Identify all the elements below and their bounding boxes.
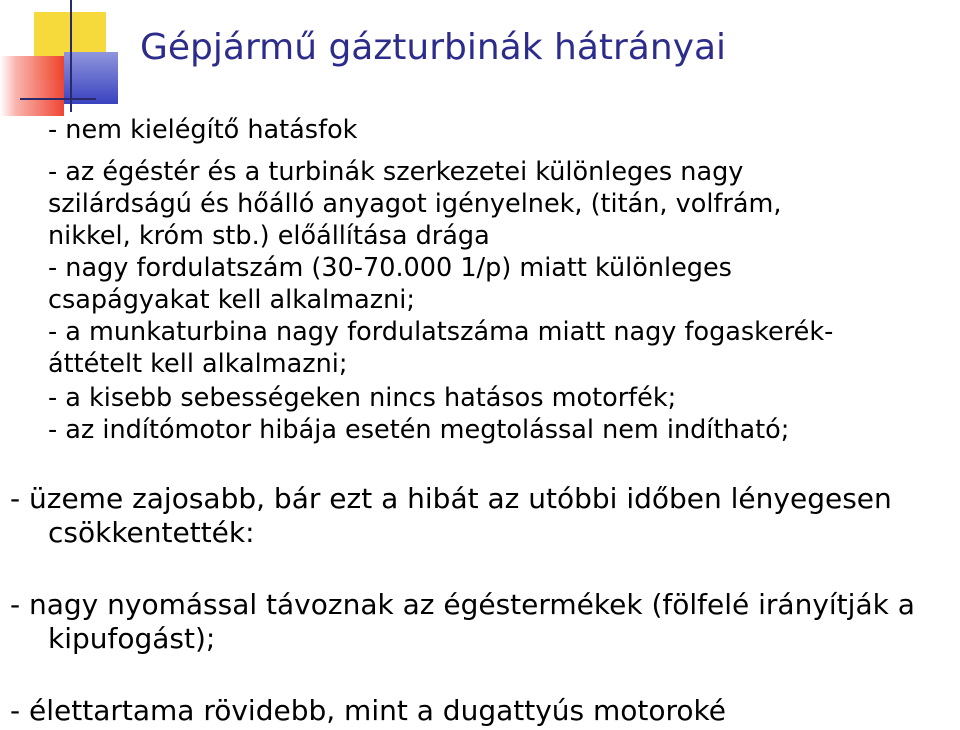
text-line: nikkel, króm stb.) előállítása drága — [48, 221, 490, 251]
text-line: - nem kielégítő hatásfok — [48, 115, 358, 145]
text-line: áttételt kell alkalmazni; — [48, 349, 348, 379]
text-line: kipufogást); — [48, 622, 216, 655]
decorative-blue-square — [64, 52, 118, 104]
decorative-vertical-line — [70, 0, 72, 112]
text-line: csökkentették: — [48, 516, 255, 549]
decorative-horizontal-line — [20, 98, 96, 100]
text-line: - a kisebb sebességeken nincs hatásos motorfék; — [48, 383, 677, 413]
text-line: - az indítómotor hibája esetén megtolással nem indítható; — [48, 415, 790, 445]
text-line: - a munkaturbina nagy fordulatszáma miatt nagy fogaskerék- — [48, 317, 834, 347]
text-line: - üzeme zajosabb, bár ezt a hibát az utóbbi időben lényegesen — [10, 482, 892, 515]
text-line: - élettartama rövidebb, mint a dugattyús motoroké — [10, 694, 726, 727]
text-line: csapágyakat kell alkalmazni; — [48, 285, 415, 315]
decorative-red-square — [0, 56, 64, 116]
text-line: - nagy nyomással távoznak az égéstermékek (fölfelé irányítják a — [10, 588, 915, 621]
text-line: - az égéstér és a turbinák szerkezetei különleges nagy — [48, 157, 744, 187]
slide-title: Gépjármű gázturbinák hátrányai — [140, 27, 727, 68]
text-line: szilárdságú és hőálló anyagot igényelnek, (titán, volfrám, — [48, 189, 782, 219]
text-line: - nagy fordulatszám (30-70.000 1/p) miatt különleges — [48, 253, 732, 283]
